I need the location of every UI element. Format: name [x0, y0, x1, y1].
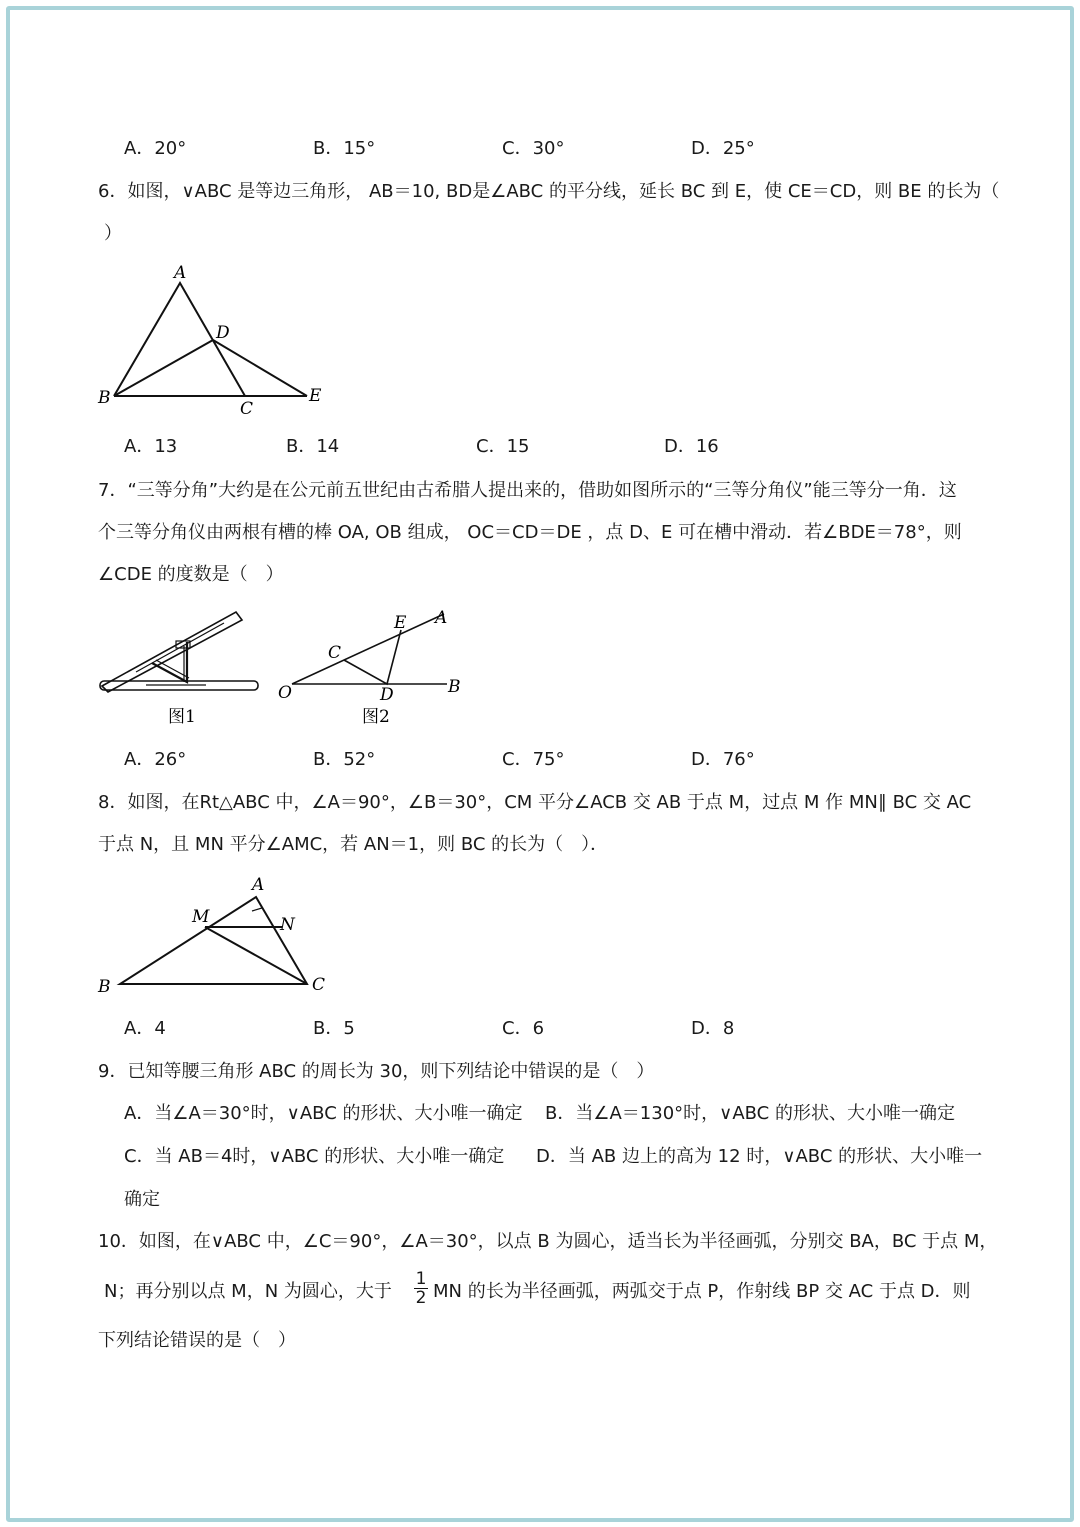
q8-figure	[92, 870, 337, 998]
q8-option-b[interactable]: B．5	[313, 1018, 355, 1039]
q7-fig2-label-c: C	[328, 643, 342, 663]
q8-label-c: C	[312, 975, 326, 995]
q8-stem-line1: 8．如图，在Rt△ABC 中，∠A＝90°，∠B＝30°，CM 平分∠ACB 交 AB 于点 M，过点 M 作 MN∥ BC 交 AC	[98, 792, 972, 813]
q6-label-d: D	[216, 323, 230, 343]
q6-option-b[interactable]: B．14	[286, 436, 340, 457]
q6-stem-line1: 6．如图，∨ABC 是等边三角形， AB＝10, BD是∠ABC 的平分线，延长 BC 到 E，使 CE＝CD，则 BE 的长为（	[98, 181, 1000, 202]
q5-option-a[interactable]: A．20°	[124, 138, 187, 159]
q5-option-c[interactable]: C．30°	[502, 138, 565, 159]
q5-option-b[interactable]: B．15°	[313, 138, 376, 159]
q7-stem-line1: 7．“三等分角”大约是在公元前五世纪由古希腊人提出来的，借助如图所示的“三等分角仪”能三等分一角．这	[98, 480, 957, 501]
q8-label-a: A	[252, 875, 265, 895]
q6-label-c: C	[240, 399, 254, 419]
q10-stem-line3: 下列结论错误的是（ ）	[98, 1330, 296, 1351]
q7-fig2-label-o: O	[278, 683, 292, 703]
q7-option-b[interactable]: B．52°	[313, 749, 376, 770]
q9-option-b[interactable]: B．当∠A＝130°时，∨ABC 的形状、大小唯一确定	[545, 1103, 955, 1124]
q7-fig2-label-b: B	[448, 677, 461, 697]
q6-label-b: B	[98, 388, 111, 408]
q6-label-e: E	[309, 386, 322, 406]
q6-option-c[interactable]: C．15	[476, 436, 530, 457]
q7-caption-fig1: 图1	[168, 707, 196, 727]
q8-label-b: B	[98, 977, 111, 997]
q9-option-d-continued: 确定	[124, 1189, 160, 1210]
q9-option-a[interactable]: A．当∠A＝30°时，∨ABC 的形状、大小唯一确定	[124, 1103, 523, 1124]
q6-figure	[92, 258, 332, 420]
q7-figure1	[96, 606, 266, 730]
q7-fig2-label-d: D	[380, 685, 394, 705]
q8-option-d[interactable]: D．8	[691, 1018, 735, 1039]
q10-stem-line2b: MN 的长为半径画弧，两弧交于点 P，作射线 BP 交 AC 于点 D．则	[433, 1281, 971, 1302]
q7-option-a[interactable]: A．26°	[124, 749, 187, 770]
q5-option-d[interactable]: D．25°	[691, 138, 755, 159]
q7-stem-line3: ∠CDE 的度数是（ ）	[98, 564, 284, 585]
q9-option-d[interactable]: D．当 AB 边上的高为 12 时，∨ABC 的形状、大小唯一	[536, 1146, 983, 1167]
q7-fig2-label-a: A	[435, 608, 448, 628]
q6-option-d[interactable]: D．16	[664, 436, 719, 457]
q7-option-d[interactable]: D．76°	[691, 749, 755, 770]
q7-stem-line2: 个三等分角仪由两根有槽的棒 OA, OB 组成， OC＝CD＝DE ，点 D、E 可在槽中滑动．若∠BDE＝78°，则	[98, 522, 962, 543]
q7-figure2	[272, 606, 467, 730]
q8-option-c[interactable]: C．6	[502, 1018, 545, 1039]
q9-stem: 9．已知等腰三角形 ABC 的周长为 30，则下列结论中错误的是（ ）	[98, 1061, 655, 1082]
q9-option-c[interactable]: C．当 AB＝4时，∨ABC 的形状、大小唯一确定	[124, 1146, 505, 1167]
q10-fraction	[414, 1270, 428, 1307]
q8-option-a[interactable]: A．4	[124, 1018, 166, 1039]
q7-option-c[interactable]: C．75°	[502, 749, 565, 770]
q8-label-n: N	[280, 915, 295, 935]
q6-option-a[interactable]: A．13	[124, 436, 178, 457]
q8-label-m: M	[192, 907, 210, 927]
q8-stem-line2: 于点 N，且 MN 平分∠AMC，若 AN＝1，则 BC 的长为（ ）．	[98, 834, 609, 855]
q10-stem-line2a: N；再分别以点 M，N 为圆心，大于	[104, 1281, 392, 1302]
q7-fig2-label-e: E	[394, 613, 407, 633]
q6-stem-line2: ）	[104, 223, 122, 244]
q6-label-a: A	[174, 263, 187, 283]
fraction-denominator: 2	[415, 1288, 427, 1308]
fraction-numerator: 1	[415, 1269, 427, 1289]
q7-caption-fig2: 图2	[362, 707, 390, 727]
q10-stem-line1: 10．如图，在∨ABC 中，∠C＝90°，∠A＝30°，以点 B 为圆心，适当长为半径画弧，分别交 BA，BC 于点 M，	[98, 1231, 998, 1252]
